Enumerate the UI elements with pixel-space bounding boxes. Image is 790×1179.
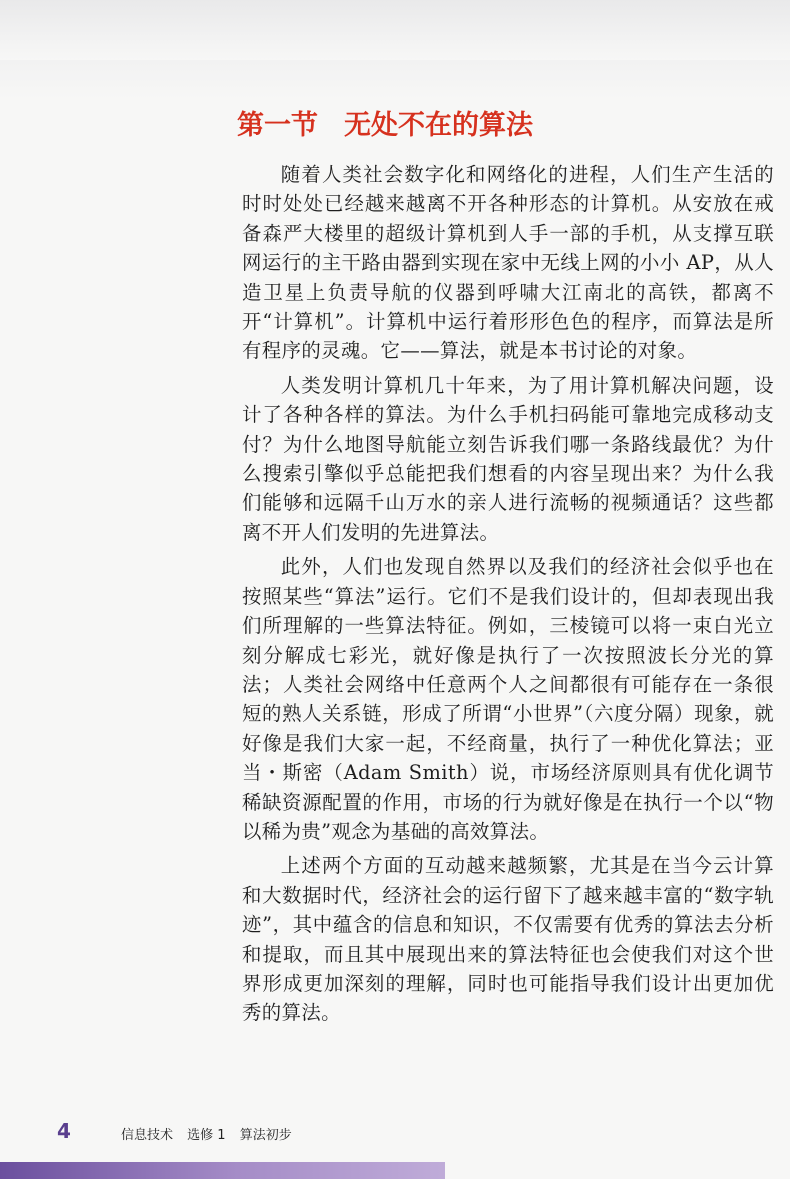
paragraph: 随着人类社会数字化和网络化的进程，人们生产生活的时时处处已经越来越离不开各种形态的计算机。从安放在戒备森严大楼里的超级计算机到人手一部的手机，从支撑互联网运行的主干路由器到实现在家中无线上网的小小 AP，从人造卫星上负责导航的仪器到呼啸大江南北的高铁，都离不开“计算机”。计算机中运行着形形色色的程序，而算法是所有程序的灵魂。它——算法，就是本书讨论的对象。	[242, 163, 774, 363]
section-heading	[237, 106, 533, 146]
footer-color-bar	[0, 1162, 790, 1179]
body-text	[242, 160, 774, 1033]
top-edge-shade	[0, 0, 790, 60]
footer-book: 算法初步	[239, 1128, 292, 1143]
section-number: 第一节	[237, 110, 318, 141]
footer-subject: 信息技术	[121, 1128, 174, 1143]
paragraph: 上述两个方面的互动越来越频繁，尤其是在当今云计算和大数据时代，经济社会的运行留下了越来越丰富的“数字轨迹”，其中蕴含的信息和知识，不仅需要有优秀的算法去分析和提取，而且其中展现出来的算法特征也会使我们对这个世界形成更加深刻的理解，同时也可能指导我们设计出更加优秀的算法。	[242, 854, 774, 1025]
paragraph: 此外，人们也发现自然界以及我们的经济社会似乎也在按照某些“算法”运行。它们不是我们设计的，但却表现出我们所理解的一些算法特征。例如，三棱镜可以将一束白光立刻分解成七彩光，就好像是执行了一次按照波长分光的算法；人类社会网络中任意两个人之间都很有可能存在一条很短的熟人关系链，形成了所谓“小世界”（六度分隔）现象，就好像是我们大家一起，不经商量，执行了一种优化算法；亚当・斯密（Adam Smith）说，市场经济原则具有优化调节稀缺资源配置的作用，市场的行为就好像是在执行一个以“物以稀为贵”观念为基础的高效算法。	[242, 555, 774, 843]
footer-module: 选修 1	[187, 1128, 226, 1143]
section-title: 无处不在的算法	[344, 110, 533, 141]
paragraph: 人类发明计算机几十年来，为了用计算机解决问题，设计了各种各样的算法。为什么手机扫码能可靠地完成移动支付？为什么地图导航能立刻告诉我们哪一条路线最优？为什么搜索引擎似乎总能把我们想看的内容呈现出来？为什么我们能够和远隔千山万水的亲人进行流畅的视频通话？这些都离不开人们发明的先进算法。	[242, 373, 774, 544]
page-number: 4	[57, 1119, 71, 1143]
page-shade	[0, 60, 790, 100]
running-footer	[121, 1124, 302, 1143]
